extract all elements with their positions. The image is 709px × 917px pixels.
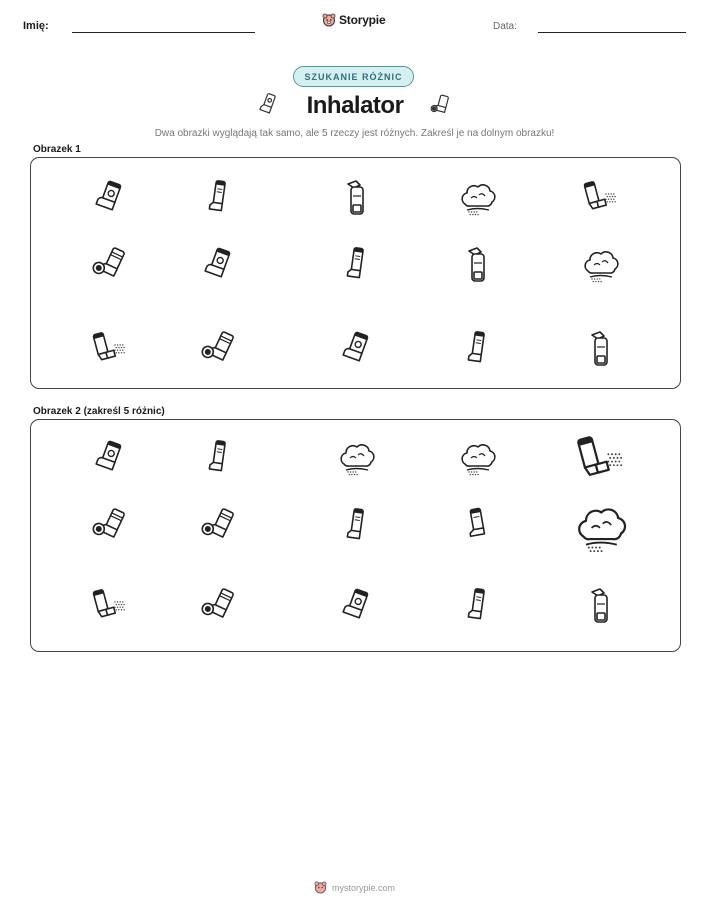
inhaler-icon [428,93,452,119]
picture-item[interactable] [326,430,386,486]
inhaler-spray-top-icon [326,170,386,226]
inhaler-spray-mist-icon [79,321,139,377]
picture-item [326,170,386,226]
picture-item [447,321,507,377]
inhaler-slim-icon [188,430,248,486]
inhaler-upright-icon [79,430,139,486]
worksheet-title: Inhalator [306,92,404,119]
inhaler-tilted-round-icon [188,321,248,377]
inhaler-slim-icon [326,498,386,554]
picture-item[interactable] [326,578,386,634]
inhaler-spray-mist-icon [79,578,139,634]
picture-item[interactable] [447,578,507,634]
inhaler-slim-icon [447,578,507,634]
inhaler-spray-top-icon [570,578,630,634]
picture-item[interactable] [447,498,507,554]
picture-item[interactable] [188,578,248,634]
inhaler-slim-icon [188,170,248,226]
storypie-logo-icon [322,13,336,27]
smoke-cloud-icon [570,498,630,554]
picture-item [570,170,630,226]
picture-item[interactable] [79,578,139,634]
inhaler-upright-icon [326,578,386,634]
picture-item[interactable] [570,430,630,486]
footer-url[interactable]: mystorypie.com [331,882,395,893]
inhaler-tilted-round-icon [188,578,248,634]
brand [322,13,385,27]
inhaler-upright-icon [326,321,386,377]
picture-item [79,321,139,377]
name-label: Imię: [23,20,49,32]
storypie-logo-icon [314,881,327,894]
picture-item [79,237,139,293]
inhaler-spray-top-icon [570,321,630,377]
instructions-text: Dwa obrazki wyglądają tak samo, ale 5 rzeczy jest różnych. Zakreśl je na dolnym obrazku! [154,128,555,139]
picture-panel-2[interactable] [30,419,681,652]
inhaler-tilted-round-icon [79,237,139,293]
picture-item [188,321,248,377]
smoke-cloud-icon [326,430,386,486]
smoke-cloud-icon [447,170,507,226]
picture-item [447,170,507,226]
panel-1-label: Obrazek 1 [33,144,81,155]
picture-item[interactable] [570,498,630,554]
inhaler-spray-mist-icon [570,170,630,226]
brand-name: Storypie [339,13,386,27]
inhaler-spray-top-icon [447,237,507,293]
name-field-line[interactable] [72,32,255,33]
picture-item [570,321,630,377]
footer [0,881,709,894]
inhaler-slim-icon [447,321,507,377]
picture-item [188,237,248,293]
picture-item[interactable] [188,430,248,486]
inhaler-upright-icon [79,170,139,226]
date-field-line[interactable] [538,32,686,33]
inhaler-tilted-round-icon [188,498,248,554]
activity-badge: SZUKANIE RÓŻNIC [293,66,414,87]
picture-item[interactable] [79,498,139,554]
picture-item [326,237,386,293]
picture-item [188,170,248,226]
picture-item[interactable] [188,498,248,554]
picture-item[interactable] [326,498,386,554]
picture-item [447,237,507,293]
picture-item[interactable] [447,430,507,486]
picture-item [326,321,386,377]
picture-item[interactable] [570,578,630,634]
picture-panel-1 [30,157,681,389]
picture-item [79,170,139,226]
inhaler-slim-tilted-icon [447,498,507,554]
smoke-cloud-icon [570,237,630,293]
picture-item[interactable] [79,430,139,486]
inhaler-slim-icon [326,237,386,293]
picture-item [570,237,630,293]
inhaler-upright-icon [188,237,248,293]
smoke-cloud-icon [447,430,507,486]
inhaler-tilted-round-icon [79,498,139,554]
date-label: Data: [493,21,517,32]
inhaler-spray-mist-icon [570,430,630,486]
panel-2-label: Obrazek 2 (zakreśl 5 różnic) [33,406,165,417]
